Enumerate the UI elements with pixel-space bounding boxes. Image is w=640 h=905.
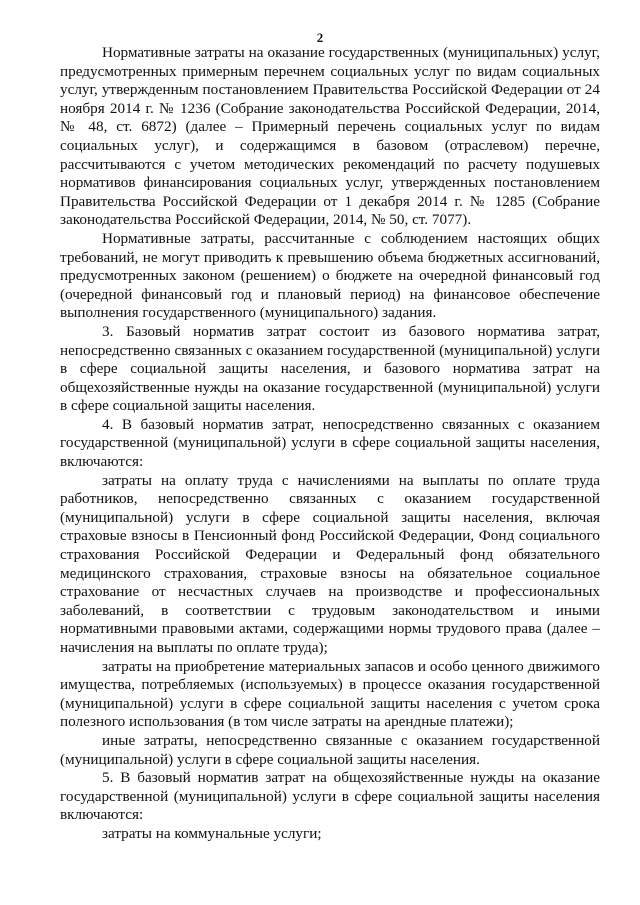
paragraph-item-4-direct-costs-intro: 4. В базовый норматив затрат, непосредственно связанных с оказанием государственной (муниципальной) услуги в сфере социальной защиты населения, включаются:: [60, 415, 600, 471]
paragraph-material-costs: затраты на приобретение материальных запасов и особо ценного движимого имущества, потребляемых (используемых) в процессе оказания государственной (муниципальной) услуги в сфере социальной защиты населения с учетом срока полезного использования (в том числе затраты на арендные платежи);: [60, 657, 600, 731]
page-number: 2: [316, 30, 324, 45]
paragraph-budget-limit: Нормативные затраты, рассчитанные с соблюдением настоящих общих требований, не могут приводить к превышению объема бюджетных ассигнований, предусмотренных законом (решением) о бюджете на очередной финансовый год (очередной финансовый год и плановый период) на финансовое обеспечение выполнения государственного (муниципального) задания.: [60, 229, 600, 322]
paragraph-other-costs: иные затраты, непосредственно связанные с оказанием государственной (муниципальной) услуги в сфере социальной защиты населения.: [60, 731, 600, 768]
paragraph-utility-costs: затраты на коммунальные услуги;: [102, 824, 322, 842]
paragraph-normative-costs-calculation: Нормативные затраты на оказание государственных (муниципальных) услуг, предусмотренных примерным перечнем социальных услуг по видам социальных услуг, утвержденным постановлением Правительства Российской Федерации от 24 ноября 2014 г. № 1236 (Собрание законодательства Российской Федерации, 2014, № 48, ст. 6872) (далее – Примерный перечень социальных услуг по видам социальных услуг), и содержащимся в базовом (отраслевом) перечне, рассчитываются с учетом методических рекомендаций по расчету подушевых нормативов финансирования социальных услуг, утвержденных постановлением Правительства Российской Федерации от 1 декабря 2014 г. № 1285 (Собрание законодательства Российской Федерации, 2014, № 50, ст. 7077).: [60, 44, 600, 229]
paragraph-labor-costs: затраты на оплату труда с начислениями на выплаты по оплате труда работников, непосредственно связанных с оказанием государственной (муниципальной) услуги в сфере социальной защиты населения, включая страховые взносы в Пенсионный фонд Российской Федерации, Фонд социального страхования Российской Федерации и Федеральный фонд обязательного медицинского страхования, страховые взносы на обязательное социальное страхование от несчастных случаев на производстве и профессиональных заболеваний, в соответствии с трудовым законодательством и иными нормативными правовыми актами, содержащими нормы трудового права (далее – начисления на выплаты по оплате труда);: [60, 471, 600, 656]
document-body: [60, 44, 600, 844]
paragraph-item-3-base-norm-composition: 3. Базовый норматив затрат состоит из базового норматива затрат, непосредственно связанных с оказанием государственной (муниципальной) услуги в сфере социальной защиты населения, и базового норматива затрат на общехозяйственные нужды на оказание государственной (муниципальной) услуги в сфере социальной защиты населения.: [60, 322, 600, 415]
paragraph-item-5-general-costs-intro: 5. В базовый норматив затрат на общехозяйственные нужды на оказание государственной (муниципальной) услуги в сфере социальной защиты населения включаются:: [60, 769, 600, 824]
